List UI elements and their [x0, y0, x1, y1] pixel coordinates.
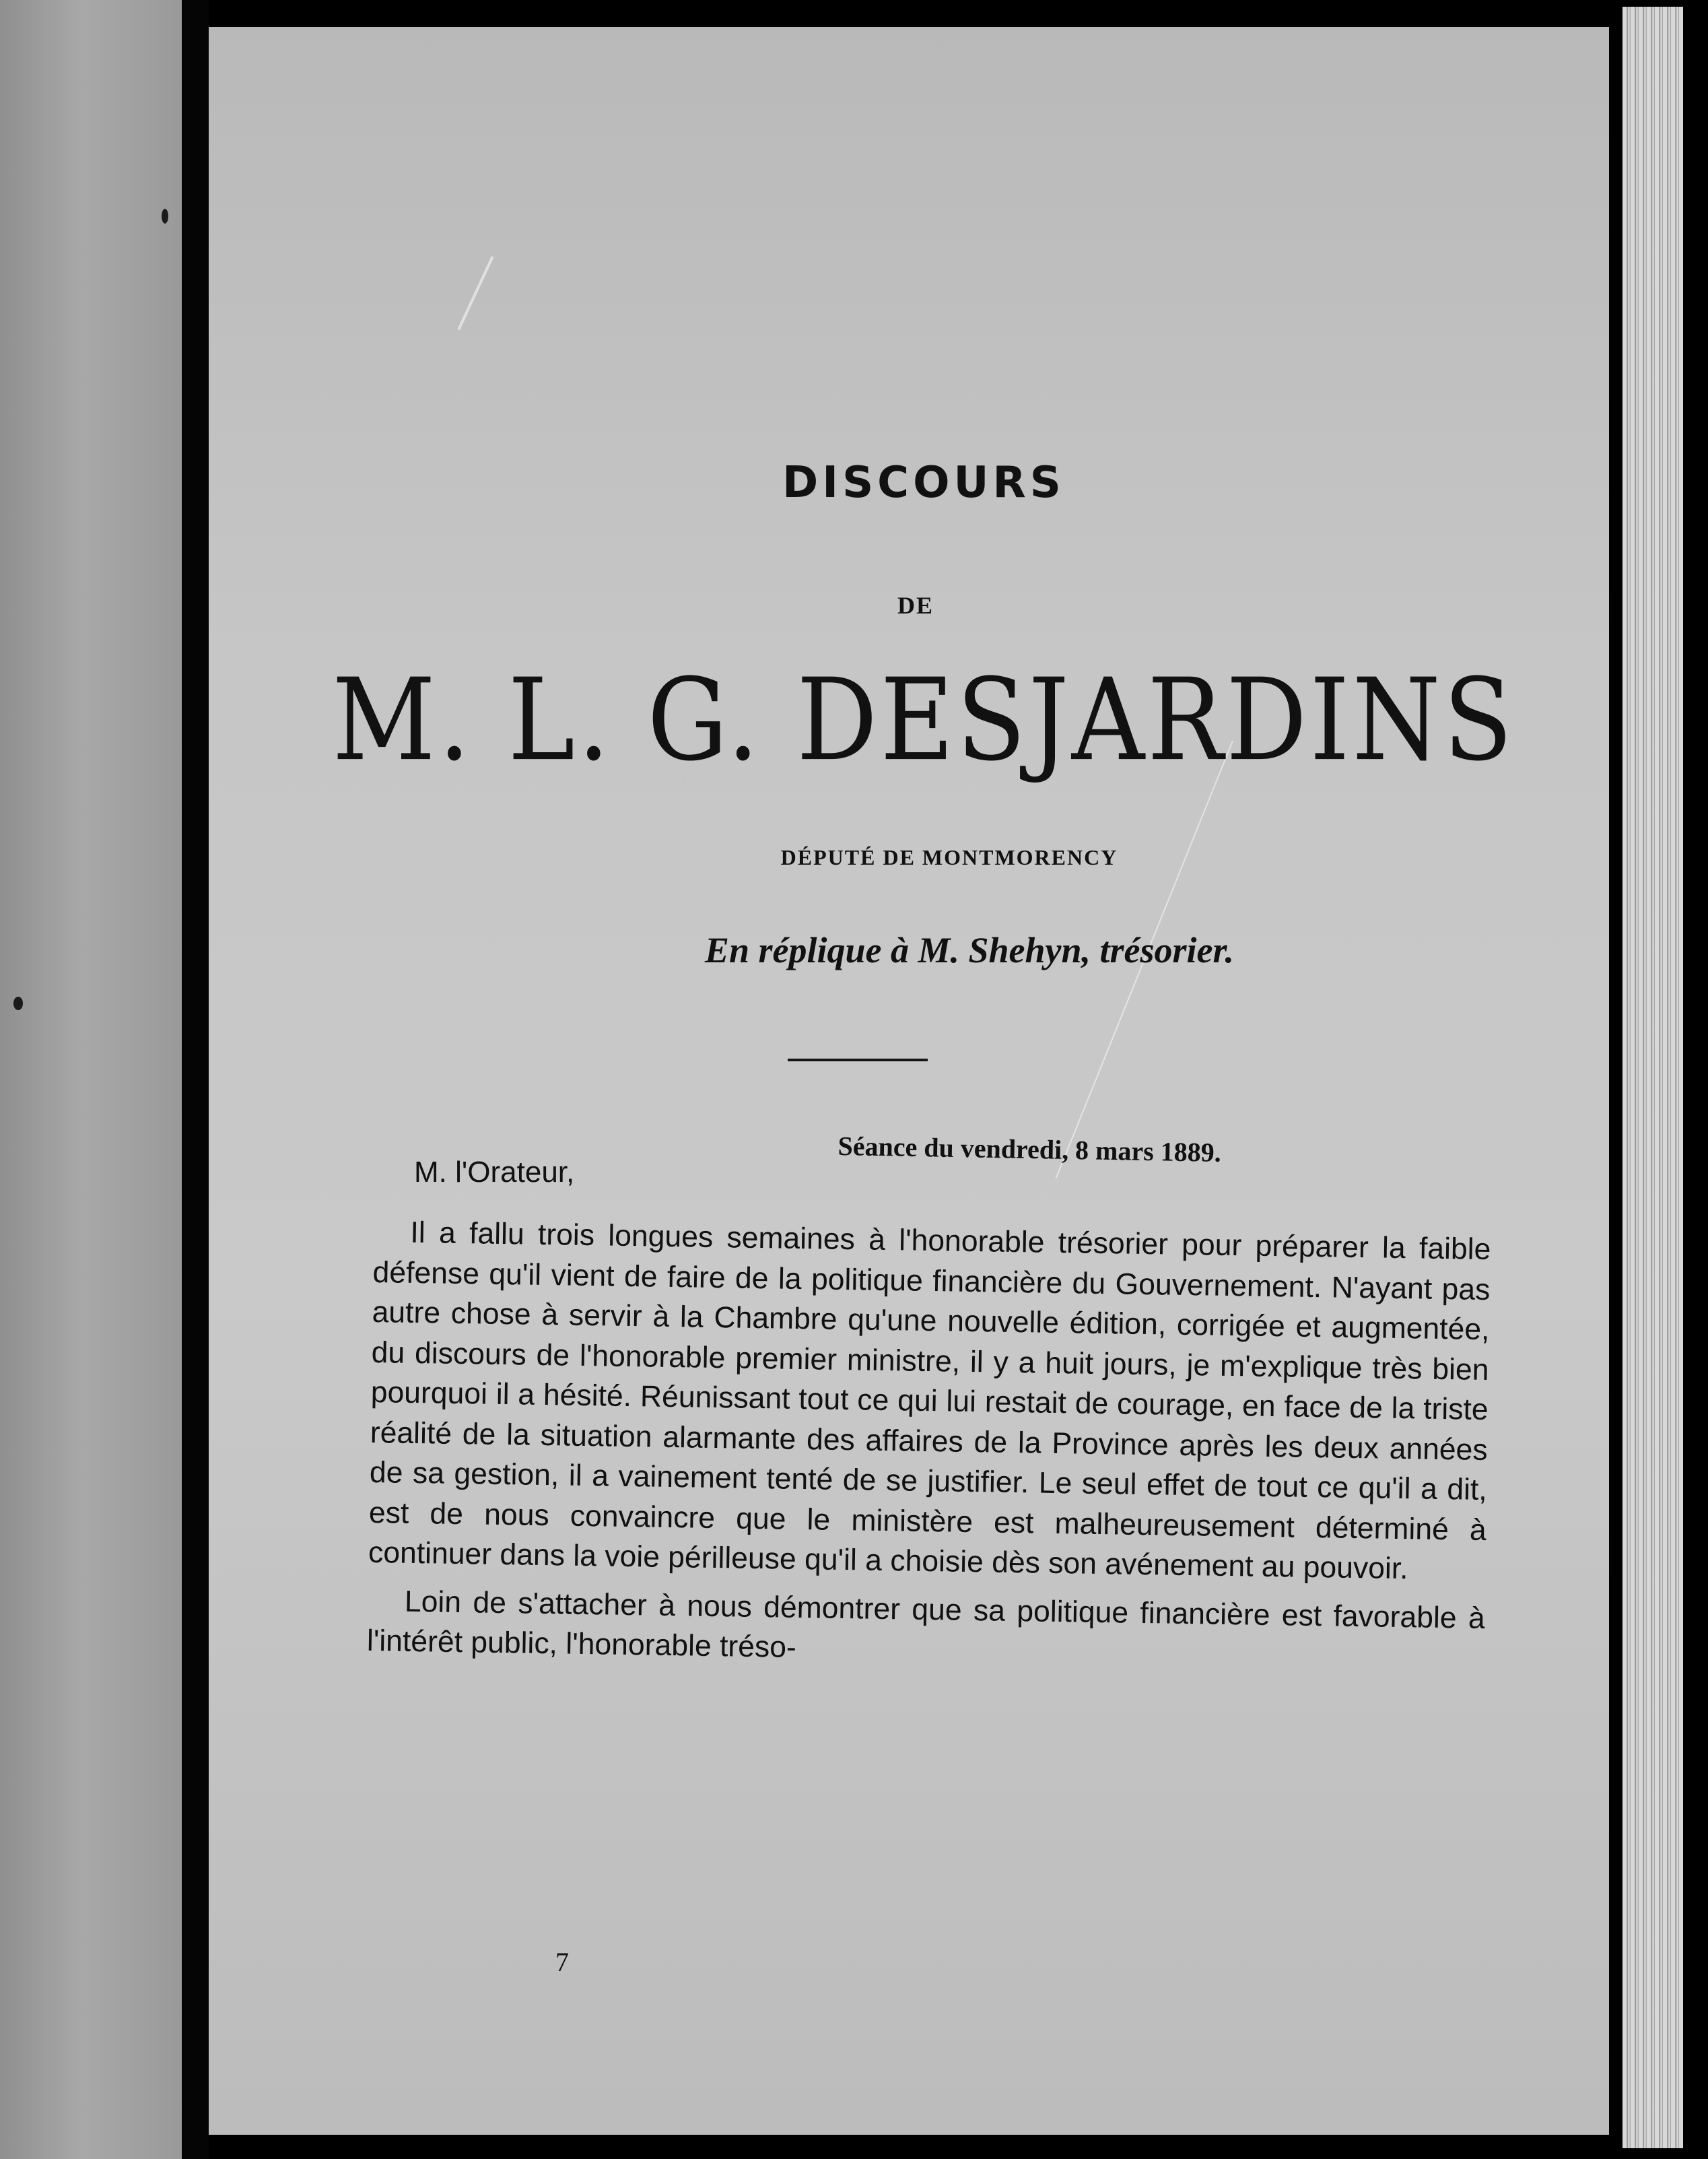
book-gutter: [182, 0, 209, 2159]
ink-speck: [13, 997, 23, 1010]
paragraph: Loin de s'attacher à nous démontrer que sa politique financière est favorable à l'intérêt public, l'honorable tréso-: [366, 1585, 1486, 1664]
ink-speck: [162, 209, 168, 224]
speaker-riding: DÉPUTÉ DE MONTMORENCY: [780, 845, 1118, 869]
salutation: M. l'Orateur,: [414, 1156, 575, 1189]
facing-page-edge: [0, 0, 182, 2159]
page-stack-edge: [1622, 7, 1683, 2148]
book-page: [209, 27, 1609, 2135]
speaker-name: M. L. G. DESJARDINS: [332, 655, 1515, 787]
divider-rule: [788, 1059, 928, 1061]
title-discours: DISCOURS: [782, 458, 1065, 508]
speech-body: [367, 1212, 1491, 1678]
paragraph: Il a fallu trois longues semaines à l'honorable trésorier pour préparer la faible défense qu'il vient de faire de la politique financière du Gouvernement. N'ayant pas autre chose à servir à la Chambre qu'une nouvelle édition, corrigée et augmentée, du discours de l'honorable premier ministre, il y a huit jours, je m'explique très bien pourquoi il a hésité. Réunissant tout ce qui lui restait de courage, en face de la triste réalité de la situation alarmante des affaires de la Province après les deux années de sa gestion, il a vainement tenté de se justifier. Le seul effet de tout ce qu'il a dit, est de nous convaincre que le ministère est malheureusement déterminé à continuer dans la voie périlleuse qu'il a choisie dès son avénement au pouvoir.: [368, 1216, 1491, 1586]
title-de: DE: [897, 592, 934, 619]
page-number: 7: [555, 1947, 569, 1977]
page-text: [209, 27, 1609, 2135]
reply-subtitle: En réplique à M. Shehyn, trésorier.: [704, 930, 1235, 970]
session-date: Séance du vendredi, 8 mars 1889.: [838, 1130, 1222, 1168]
